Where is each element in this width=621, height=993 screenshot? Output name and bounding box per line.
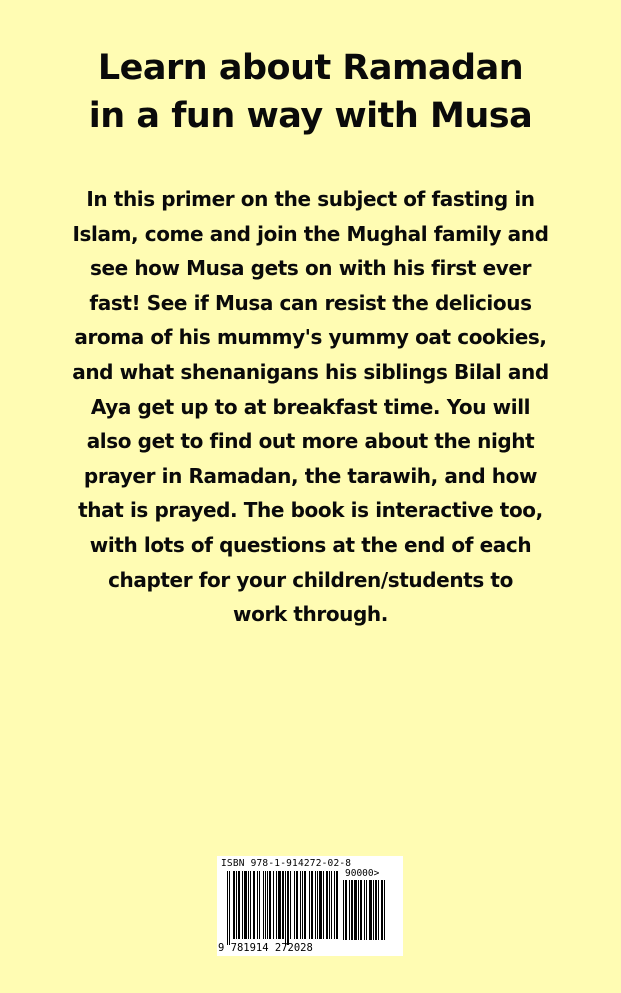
barcode-bar: [253, 871, 255, 939]
blurb-line: chapter for your children/students to: [108, 567, 513, 592]
barcode-bar: [269, 871, 271, 939]
barcode-bar: [282, 871, 284, 939]
barcode-bar: [263, 871, 264, 939]
blurb-line: also get to find out more about the night: [86, 429, 535, 454]
barcode-bar: [296, 871, 298, 939]
barcode-bar: [233, 871, 235, 939]
barcode-bar: [375, 880, 377, 940]
barcode-bar: [267, 871, 268, 939]
blurb-line: aroma of his mummy's yummy oat cookies,: [74, 325, 547, 350]
barcode-bar: [265, 871, 266, 939]
barcode-bar: [366, 880, 367, 940]
barcode-bar: [358, 880, 359, 940]
blurb-line: with lots of questions at the end of each: [89, 532, 532, 557]
barcode-bar: [278, 871, 281, 939]
barcode-bar: [287, 871, 289, 945]
barcode-bar: [351, 880, 353, 940]
barcode-bar: [257, 871, 258, 939]
barcode-bar: [238, 871, 240, 939]
blurb-line: Islam, come and join the Mughal family and: [72, 221, 549, 246]
barcode-bar: [323, 871, 324, 939]
barcode-bar: [349, 880, 350, 940]
blurb-line: prayer in Ramadan, the tarawih, and how: [83, 463, 538, 488]
addon-barcode-bars-icon: [343, 880, 399, 947]
barcode-bar: [250, 871, 251, 939]
barcode-bar: [248, 871, 249, 939]
barcode-bar: [285, 871, 286, 945]
barcode-bar: [343, 880, 344, 940]
isbn-label: ISBN 978-1-914272-02-8: [221, 858, 352, 869]
blurb-line: Aya get up to at breakfast time. You will: [90, 394, 531, 419]
barcode-bar: [227, 871, 228, 945]
barcode-bar: [294, 871, 295, 939]
barcode-bar: [319, 871, 322, 939]
barcode-bar: [354, 880, 357, 940]
barcode-bars-icon: [227, 871, 339, 947]
barcode-bar: [244, 871, 247, 939]
barcode-bar: [364, 880, 365, 940]
barcode-bar: [300, 871, 301, 939]
barcode-bar: [317, 871, 318, 939]
barcode-bar: [360, 880, 362, 940]
barcode-bar: [259, 871, 260, 939]
blurb-line: and what shenanigans his siblings Bilal and: [72, 359, 549, 384]
barcode-bar: [290, 871, 291, 939]
blurb-line: that is prayed. The book is interactive too,: [78, 498, 543, 523]
isbn-barcode: [217, 856, 403, 956]
barcode-bar: [236, 871, 237, 939]
barcode-bar: [229, 871, 230, 945]
blurb-line: work through.: [233, 602, 388, 627]
barcode-bar: [304, 871, 306, 939]
barcode-bar: [381, 880, 383, 940]
barcode-bar: [334, 871, 335, 939]
barcode-bar: [326, 871, 328, 939]
barcode-bar: [345, 880, 347, 940]
barcode-bar: [311, 871, 313, 939]
barcode-bar: [329, 871, 330, 939]
barcode-bar: [302, 871, 303, 939]
barcode-bar: [369, 880, 372, 940]
price-code: 90000>: [345, 868, 380, 879]
barcode-bar: [315, 871, 316, 939]
blurb-line: In this primer on the subject of fasting in: [86, 187, 535, 211]
barcode-bar: [378, 880, 379, 940]
barcode-bar: [309, 871, 310, 939]
barcode-bar: [331, 871, 332, 939]
title-line-2: in a fun way with Musa: [88, 96, 533, 136]
barcode-bar: [384, 880, 385, 940]
barcode-bar: [242, 871, 243, 939]
title-line-1: Learn about Ramadan: [97, 48, 524, 88]
barcode-bar: [373, 880, 374, 940]
book-blurb: [30, 182, 591, 632]
blurb-line: fast! See if Musa can resist the delicious: [89, 290, 532, 315]
back-cover-title: [0, 44, 621, 140]
barcode-bar: [336, 871, 338, 939]
blurb-line: see how Musa gets on with his first ever: [89, 256, 532, 281]
barcode-bar: [273, 871, 274, 939]
barcode-digits: 9 781914 272028: [218, 942, 313, 954]
barcode-bar: [276, 871, 277, 939]
